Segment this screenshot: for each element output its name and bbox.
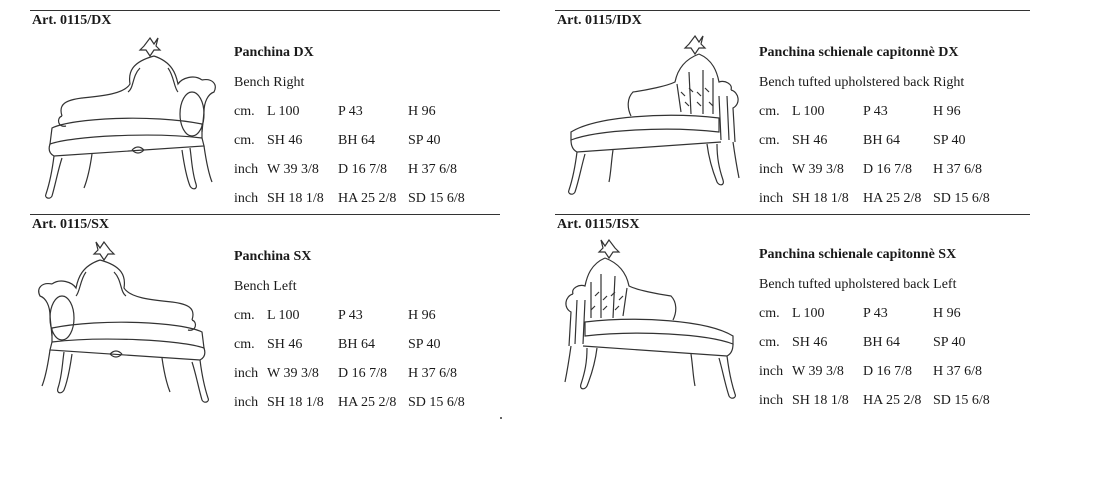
- product-title: Panchina SX: [234, 249, 312, 264]
- spec-value: L 100: [792, 306, 825, 321]
- bench-left-drawing: [32, 236, 222, 408]
- unit-label: cm.: [759, 306, 780, 321]
- spec-value: BH 64: [338, 337, 375, 352]
- spec-value: D 16 7/8: [338, 162, 387, 177]
- tufted-bench-left-drawing: [557, 236, 747, 408]
- spec-value: W 39 3/8: [267, 366, 319, 381]
- spec-value: SD 15 6/8: [408, 191, 465, 206]
- spec-value: SD 15 6/8: [933, 393, 990, 408]
- divider-line: [555, 10, 1030, 11]
- spec-value: SP 40: [408, 133, 441, 148]
- unit-label: cm.: [759, 335, 780, 350]
- unit-label: inch: [759, 393, 784, 408]
- unit-label: cm.: [234, 133, 255, 148]
- spec-value: HA 25 2/8: [338, 191, 397, 206]
- spec-value: H 37 6/8: [408, 162, 457, 177]
- product-title: Panchina DX: [234, 45, 314, 60]
- article-code: Art. 0115/ISX: [557, 217, 640, 232]
- spec-value: BH 64: [863, 335, 900, 350]
- product-block-0115-dx: [30, 10, 505, 210]
- spec-value: L 100: [792, 104, 825, 119]
- unit-label: inch: [234, 366, 259, 381]
- spec-value: L 100: [267, 308, 300, 323]
- spec-value: W 39 3/8: [267, 162, 319, 177]
- spec-value: SH 46: [267, 337, 303, 352]
- spec-value: P 43: [863, 104, 888, 119]
- spec-value: SD 15 6/8: [408, 395, 465, 410]
- spec-value: SP 40: [933, 335, 966, 350]
- unit-label: inch: [234, 191, 259, 206]
- unit-label: inch: [759, 162, 784, 177]
- tufted-bench-right-drawing: [557, 32, 747, 204]
- spec-value: SH 46: [267, 133, 303, 148]
- spec-value: HA 25 2/8: [863, 393, 922, 408]
- spec-value: H 96: [933, 104, 961, 119]
- spec-value: SP 40: [408, 337, 441, 352]
- spec-value: P 43: [863, 306, 888, 321]
- spec-value: BH 64: [863, 133, 900, 148]
- spec-value: H 37 6/8: [408, 366, 457, 381]
- divider-line: [555, 214, 1030, 215]
- divider-line: [30, 10, 500, 11]
- spec-value: SH 18 1/8: [267, 395, 324, 410]
- unit-label: cm.: [234, 337, 255, 352]
- spec-value: W 39 3/8: [792, 364, 844, 379]
- spec-value: D 16 7/8: [863, 364, 912, 379]
- spec-value: HA 25 2/8: [863, 191, 922, 206]
- spec-value: HA 25 2/8: [338, 395, 397, 410]
- spec-value: W 39 3/8: [792, 162, 844, 177]
- spec-value: SH 18 1/8: [267, 191, 324, 206]
- product-subtitle: Bench tufted upholstered back Left: [759, 277, 957, 292]
- stray-dot: [500, 417, 502, 419]
- product-title: Panchina schienale capitonnè SX: [759, 247, 957, 262]
- spec-value: L 100: [267, 104, 300, 119]
- unit-label: cm.: [234, 104, 255, 119]
- product-subtitle: Bench tufted upholstered back Right: [759, 75, 965, 90]
- article-code: Art. 0115/SX: [32, 217, 109, 232]
- unit-label: inch: [759, 191, 784, 206]
- unit-label: inch: [234, 162, 259, 177]
- product-block-0115-sx: [30, 214, 505, 414]
- unit-label: inch: [234, 395, 259, 410]
- spec-value: SP 40: [933, 133, 966, 148]
- article-code: Art. 0115/DX: [32, 13, 112, 28]
- spec-value: H 37 6/8: [933, 364, 982, 379]
- spec-value: H 37 6/8: [933, 162, 982, 177]
- spec-value: SH 46: [792, 335, 828, 350]
- spec-value: D 16 7/8: [338, 366, 387, 381]
- unit-label: cm.: [759, 104, 780, 119]
- product-subtitle: Bench Left: [234, 279, 297, 294]
- spec-value: SH 18 1/8: [792, 393, 849, 408]
- product-title: Panchina schienale capitonnè DX: [759, 45, 959, 60]
- spec-value: H 96: [933, 306, 961, 321]
- bench-right-drawing: [32, 32, 222, 204]
- article-code: Art. 0115/IDX: [557, 13, 642, 28]
- spec-value: D 16 7/8: [863, 162, 912, 177]
- spec-value: SH 18 1/8: [792, 191, 849, 206]
- spec-value: H 96: [408, 308, 436, 323]
- divider-line: [30, 214, 500, 215]
- spec-value: SD 15 6/8: [933, 191, 990, 206]
- unit-label: cm.: [759, 133, 780, 148]
- spec-value: BH 64: [338, 133, 375, 148]
- unit-label: cm.: [234, 308, 255, 323]
- spec-value: SH 46: [792, 133, 828, 148]
- spec-value: H 96: [408, 104, 436, 119]
- product-block-0115-idx: [555, 10, 1030, 210]
- unit-label: inch: [759, 364, 784, 379]
- product-block-0115-isx: [555, 214, 1030, 414]
- spec-value: P 43: [338, 308, 363, 323]
- spec-value: P 43: [338, 104, 363, 119]
- product-subtitle: Bench Right: [234, 75, 305, 90]
